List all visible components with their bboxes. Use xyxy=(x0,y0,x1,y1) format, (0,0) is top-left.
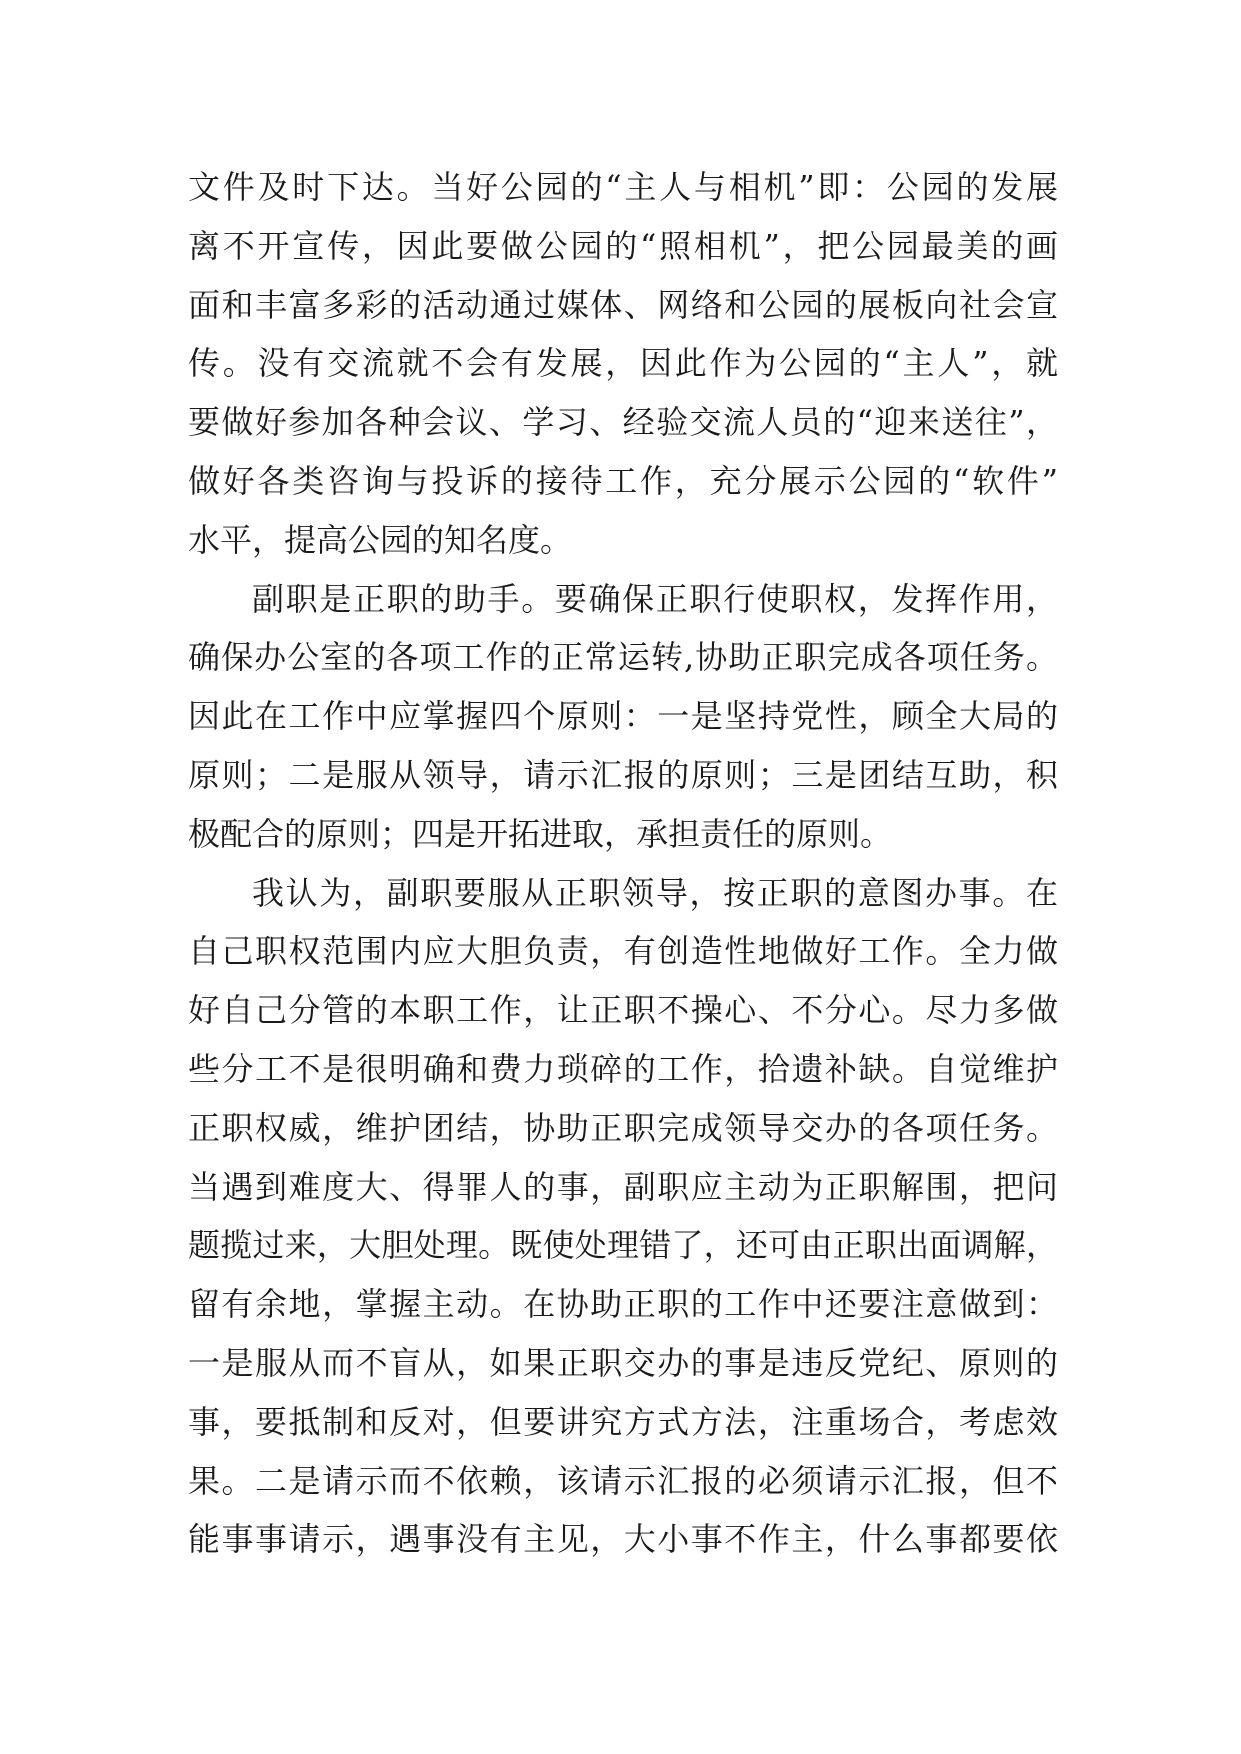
text-line: 水平，提高公园的知名度。 xyxy=(188,520,573,559)
text-line: 正职权威，维护团结，协助正职完成领导交办的各项任务。 xyxy=(188,1108,1058,1147)
text-line: 离不开宣传，因此要做公园的“照相机”，把公园最美的画 xyxy=(188,226,1058,265)
text-line: 自己职权范围内应大胆负责，有创造性地做好工作。全力做 xyxy=(188,932,1058,971)
text-line: 副职是正职的助手。要确保正职行使职权，发挥作用， xyxy=(252,579,1058,618)
text-line: 面和丰富多彩的活动通过媒体、网络和公园的展板向社会宣 xyxy=(188,285,1058,324)
text-line: 果。二是请示而不依赖，该请示汇报的必须请示汇报，但不 xyxy=(188,1461,1058,1500)
text-line: 极配合的原则；四是开拓进取，承担责任的原则。 xyxy=(188,814,893,853)
paragraph-2 xyxy=(188,570,1058,864)
paragraph-3 xyxy=(188,864,1058,1570)
text-line: 我认为，副职要服从正职领导，按正职的意图办事。在 xyxy=(252,873,1058,912)
text-line: 要做好参加各种会议、学习、经验交流人员的“迎来送往”， xyxy=(188,403,1058,442)
document-page xyxy=(188,158,1058,1569)
text-line: 文件及时下达。当好公园的“主人与相机”即：公园的发展 xyxy=(188,168,1058,206)
text-line: 因此在工作中应掌握四个原则：一是坚持党性，顾全大局的 xyxy=(188,697,1058,736)
text-line: 确保办公室的各项工作的正常运转,协助正职完成各项任务。 xyxy=(188,638,1058,677)
text-line: 些分工不是很明确和费力琐碎的工作，拾遗补缺。自觉维护 xyxy=(188,1049,1058,1088)
text-line: 做好各类咨询与投诉的接待工作，充分展示公园的“软件” xyxy=(188,461,1058,500)
text-line: 事，要抵制和反对，但要讲究方式方法，注重场合，考虑效 xyxy=(188,1402,1058,1441)
text-line: 原则；二是服从领导，请示汇报的原则；三是团结互助，积 xyxy=(188,755,1058,794)
text-line: 当遇到难度大、得罪人的事，副职应主动为正职解围，把问 xyxy=(188,1167,1058,1206)
text-line: 留有余地，掌握主动。在协助正职的工作中还要注意做到： xyxy=(188,1285,1058,1324)
text-line: 题揽过来，大胆处理。既使处理错了，还可由正职出面调解， xyxy=(188,1226,1058,1265)
text-line: 能事事请示，遇事没有主见，大小事不作主，什么事都要依 xyxy=(188,1520,1058,1559)
text-line: 传。没有交流就不会有发展，因此作为公园的“主人”，就 xyxy=(188,344,1058,383)
text-line: 一是服从而不盲从，如果正职交办的事是违反党纪、原则的 xyxy=(188,1343,1058,1382)
text-line: 好自己分管的本职工作，让正职不操心、不分心。尽力多做 xyxy=(188,991,1058,1030)
paragraph-1 xyxy=(188,158,1058,570)
